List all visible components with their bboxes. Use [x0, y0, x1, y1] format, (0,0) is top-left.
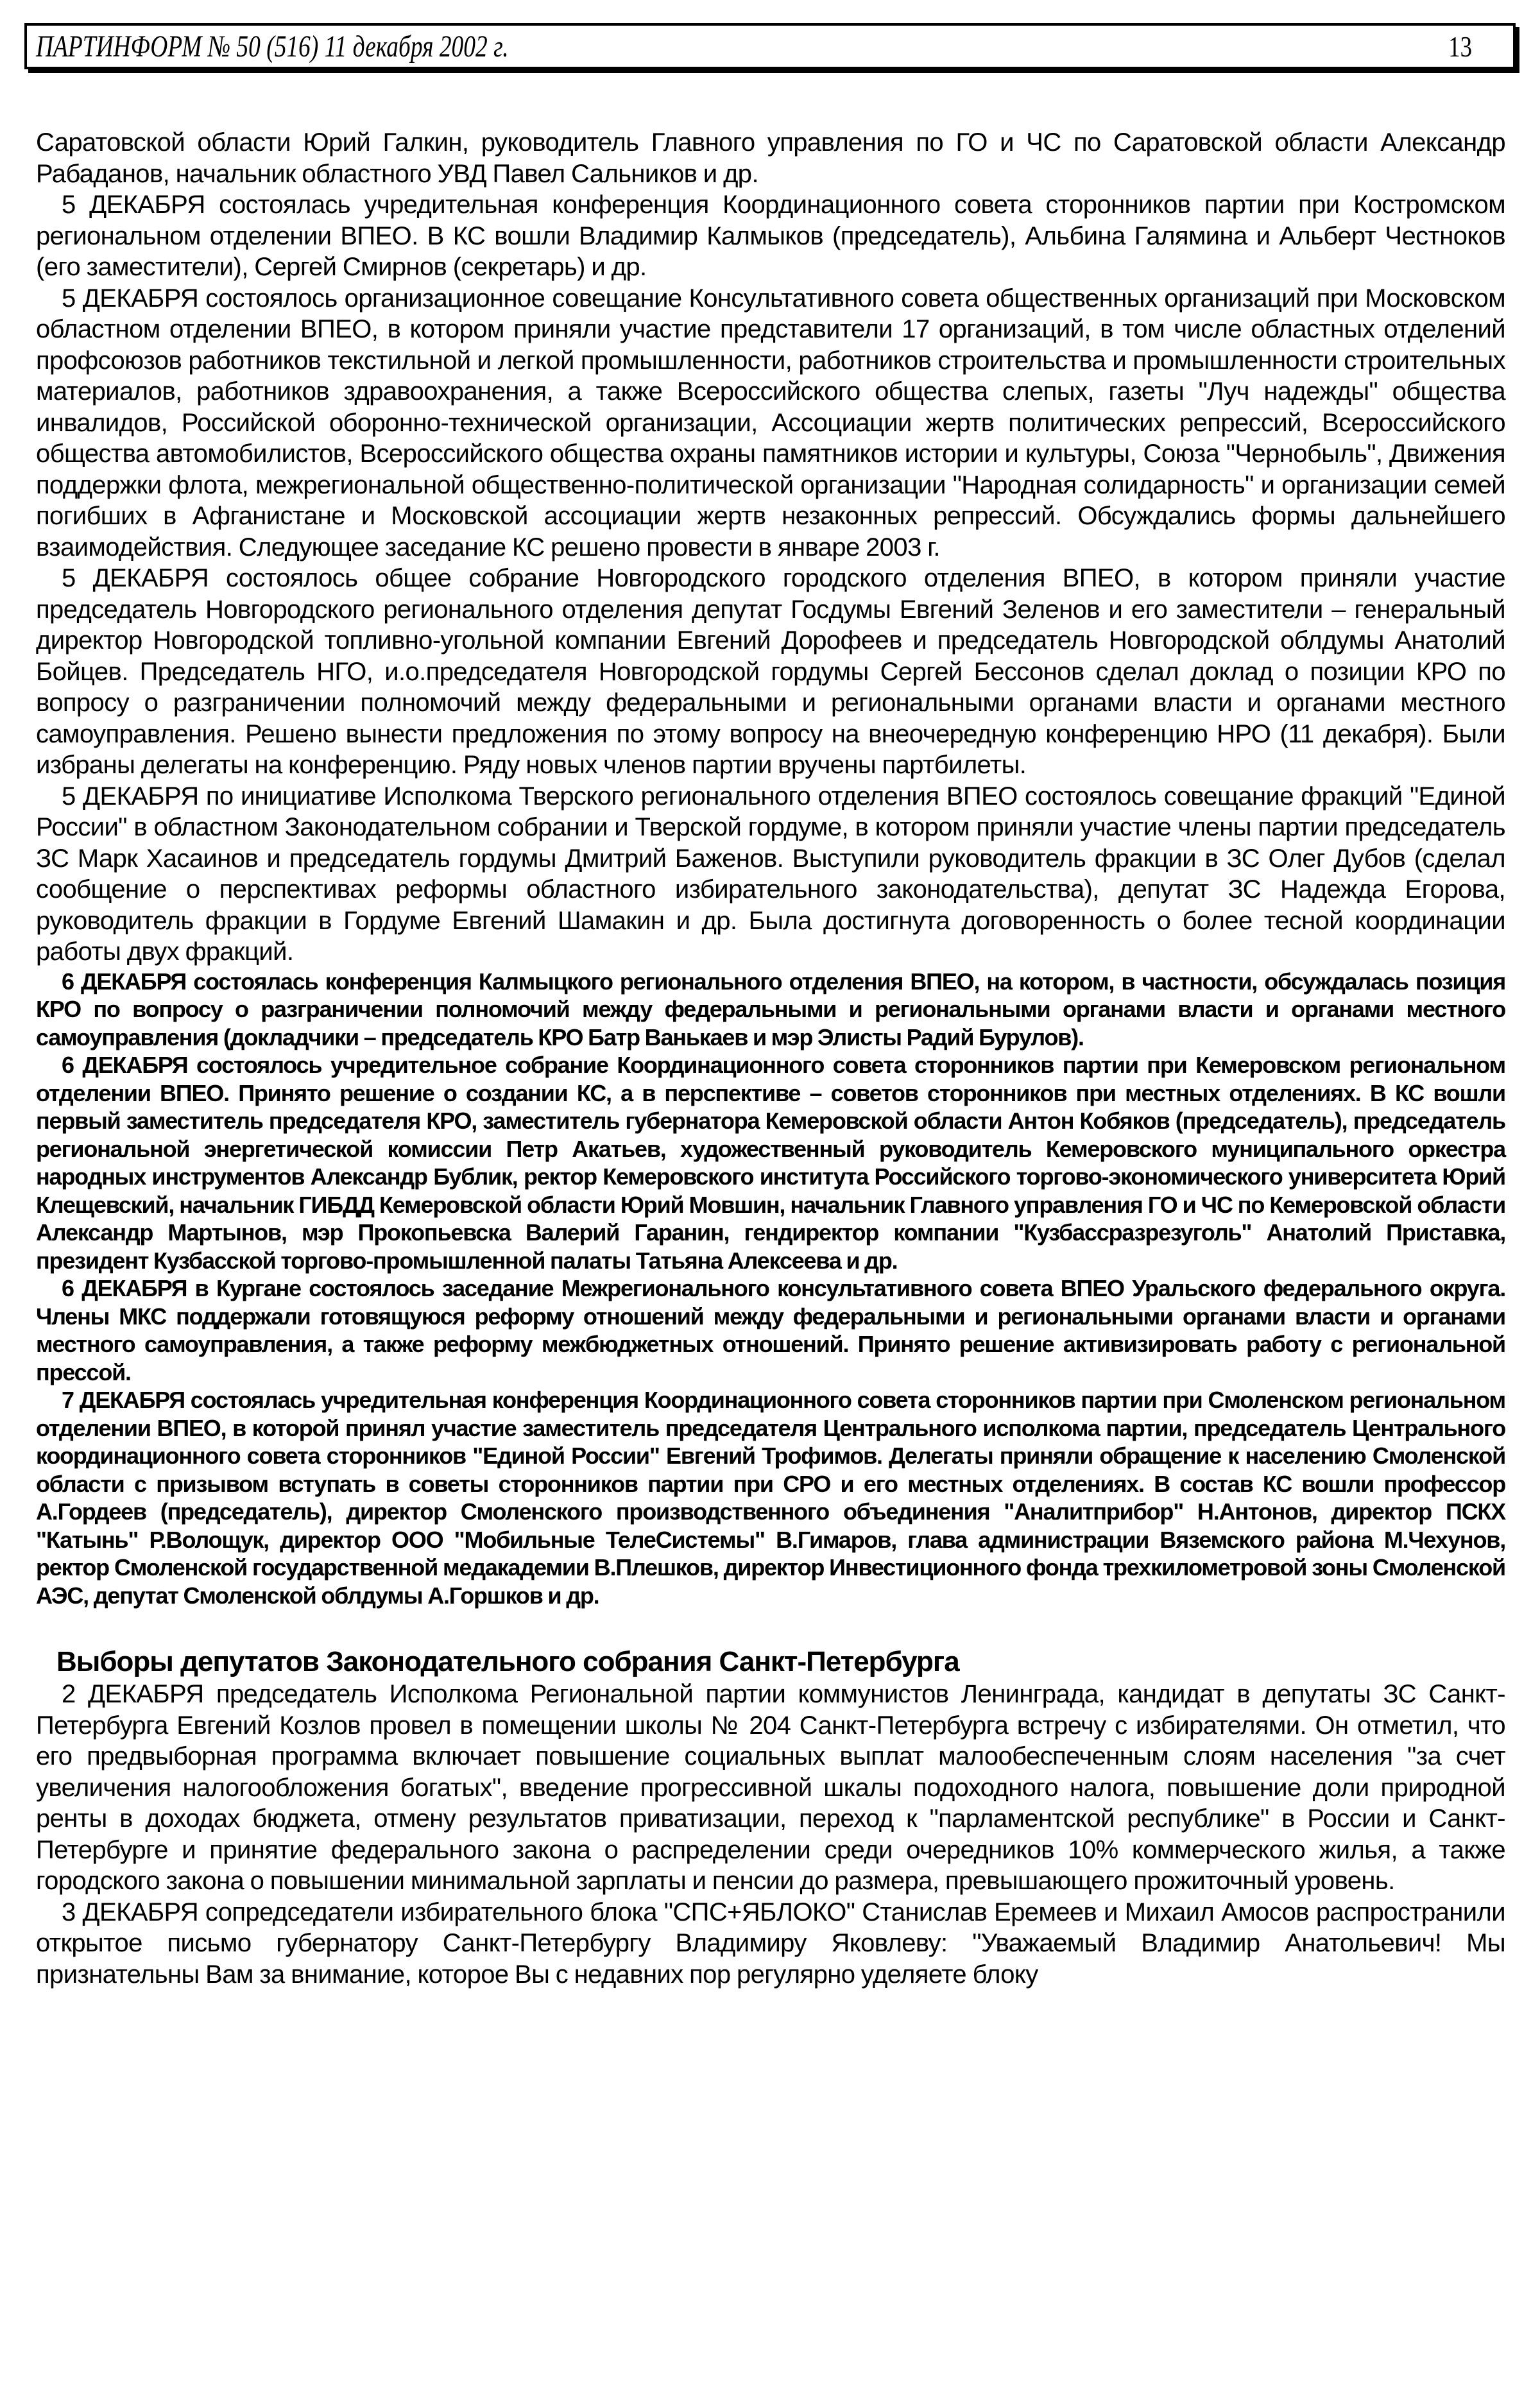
- paragraph-moscow-oblast: 5 ДЕКАБРЯ состоялось организационное совещание Консультативного совета общественных организаций при Московском областном отделении ВПЕО, в котором приняли участие представители 17 организаций, в том числе областных отделений профсоюзов работников текстильной и легкой промышленности, работников строительства и промышленности строительных материалов, работников здравоохранения, а также Всероссийского общества слепых, газеты "Луч надежды" общества инвалидов, Российской оборонно-технической организации, Ассоциации жертв политических репрессий, Всероссийского общества автомобилистов, Всероссийского общества охраны памятников истории и культуры, Союза "Чернобыль", Движения поддержки флота, межрегиональной общественно-политической организации "Народная солидарность" и организации семей погибших в Афганистане и Московской ассоциации жертв незаконных репрессий. Обсуждались формы дальнейшего взаимодействия. Следующее заседание КС решено провести в январе 2003 г.: [36, 284, 1505, 561]
- section-heading: Выборы депутатов Законодательного собрания Санкт-Петербурга: [56, 1646, 959, 1677]
- page-number: 13: [1448, 30, 1472, 63]
- publication-title: ПАРТИНФОРМ № 50 (516) 11 декабря 2002 г.: [36, 30, 509, 64]
- article-body: [36, 127, 1505, 1990]
- paragraph-tver: 5 ДЕКАБРЯ по инициативе Исполкома Тверского регионального отделения ВПЕО состоялось совещание фракций "Единой России" в областном Законодательном собрании и Тверской гордуме, в котором приняли участие члены партии председатель ЗС Марк Хасаинов и председатель гордумы Дмитрий Баженов. Выступили руководитель фракции в ЗС Олег Дубов (сделал сообщение о перспективах реформы областного избирательного законодательства), депутат ЗС Надежда Егорова, руководитель фракции в Гордуме Евгений Шамакин и др. Была достигнута договоренность о более тесной координации работы двух фракций.: [36, 782, 1505, 966]
- paragraph-kurgan: 6 ДЕКАБРЯ в Кургане состоялось заседание Межрегионального консультативного совета ВПЕО Уральского федерального округа. Члены МКС поддержали готовящуюся реформу отношений между федеральными и региональными органами власти и органами местного самоуправления, а также реформу межбюджетных отношений. Принято решение активизировать работу с региональной прессой.: [36, 1275, 1505, 1385]
- paragraph-saratov: Саратовской области Юрий Галкин, руководитель Главного управления по ГО и ЧС по Саратовской области Александр Рабаданов, начальник областного УВД Павел Сальников и др.: [36, 128, 1505, 188]
- paragraph-kalmykia: 6 ДЕКАБРЯ состоялась конференция Калмыцкого регионального отделения ВПЕО, на котором, в частности, обсуждалась позиция КРО по вопросу о разграничении полномочий между федеральными и региональными органами власти и органами местного самоуправления (докладчики – председатель КРО Батр Ванькаев и мэр Элисты Радий Бурулов).: [36, 968, 1505, 1050]
- bold-news-section: [36, 968, 1505, 1610]
- paragraph-smolensk: 7 ДЕКАБРЯ состоялась учредительная конференция Координационного совета сторонников партии при Смоленском региональном отделении ВПЕО, в которой принял участие заместитель председателя Центрального исполкома партии, председатель Центрального координационного совета сторонников "Единой России" Евгений Трофимов. Делегаты приняли обращение к населению Смоленской области с призывом вступать в советы сторонников партии при СРО и его местных отделениях. В состав КС вошли профессор А.Гордеев (председатель), директор Смоленского производственного объединения "Аналитприбор" Н.Антонов, директор ПСКХ "Катынь" Р.Волощук, директор ООО "Мобильные ТелеСистемы" В.Гимаров, глава администрации Вяземского района М.Чехунов, ректор Смоленской государственной медакадемии В.Плешков, директор Инвестиционного фонда трехкилометровой зоны Смоленской АЭС, депутат Смоленской облдумы А.Горшков и др.: [36, 1387, 1505, 1609]
- paragraph-kemerovo: 6 ДЕКАБРЯ состоялось учредительное собрание Координационного совета сторонников партии при Кемеровском региональном отделении ВПЕО. Принято решение о создании КС, а в перспективе – советов сторонников при местных отделениях. В КС вошли первый заместитель председателя КРО, заместитель губернатора Кемеровской области Антон Кобяков (председатель), председатель региональной энергетической комиссии Петр Акатьев, художественный руководитель Кемеровского муниципального оркестра народных инструментов Александр Бублик, ректор Кемеровского института Российского торгово-экономического университета Юрий Клещевский, начальник ГИБДД Кемеровской области Юрий Мовшин, начальник Главного управления ГО и ЧС по Кемеровской области Александр Мартынов, мэр Прокопьевска Валерий Гаранин, гендиректор компании "Кузбассразрезуголь" Анатолий Приставка, президент Кузбасской торгово-промышленной палаты Татьяна Алексеева и др.: [36, 1052, 1505, 1274]
- paragraph-novgorod: 5 ДЕКАБРЯ состоялось общее собрание Новгородского городского отделения ВПЕО, в котором приняли участие председатель Новгородского регионального отделения депутат Госдумы Евгений Зеленов и его заместители – генеральный директор Новгородской топливно-угольной компании Евгений Дорофеев и председатель Новгородской облдумы Анатолий Бойцев. Председатель НГО, и.о.председателя Новгородской гордумы Сергей Бессонов сделал доклад о позиции КРО по вопросу о разграничении полномочий между федеральными и региональными органами власти и органами местного самоуправления. Решено вынести предложения по этому вопросу на внеочередную конференцию НРО (11 декабря). Были избраны делегаты на конференцию. Ряду новых членов партии вручены партбилеты.: [36, 564, 1505, 779]
- paragraph-spb-sps-yabloko: 3 ДЕКАБРЯ сопредседатели избирательного блока "СПС+ЯБЛОКО" Станислав Еремеев и Михаил Амосов распространили открытое письмо губернатору Санкт-Петербургу Владимиру Яковлеву: "Уважаемый Владимир Анатольевич! Мы признательны Вам за внимание, которое Вы с недавних пор регулярно уделяете блоку: [36, 1898, 1505, 1989]
- page-header: [24, 23, 1516, 69]
- paragraph-spb-kozlov: 2 ДЕКАБРЯ председатель Исполкома Региональной партии коммунистов Ленинграда, кандидат в депутаты ЗС Санкт-Петербурга Евгений Козлов провел в помещении школы № 204 Санкт-Петербурга встречу с избирателями. Он отметил, что его предвыборная программа включает повышение социальных выплат малообеспеченным слоям населения "за счет увеличения налогообложения богатых", введение прогрессивной шкалы подоходного налога, повышение доли природной ренты в доходах бюджета, отмену результатов приватизации, переход к "парламентской республике" в России и Санкт-Петербурге и принятие федерального закона о распределении среди очередников 10% коммерческого жилья, а также городского закона о повышении минимальной зарплаты и пенсии до размера, превышающего прожиточный уровень.: [36, 1680, 1505, 1895]
- paragraph-kostroma: 5 ДЕКАБРЯ состоялась учредительная конференция Координационного совета сторонников партии при Костромском региональном отделении ВПЕО. В КС вошли Владимир Калмыков (председатель), Альбина Галямина и Альберт Честноков (его заместители), Сергей Смирнов (секретарь) и др.: [36, 191, 1505, 281]
